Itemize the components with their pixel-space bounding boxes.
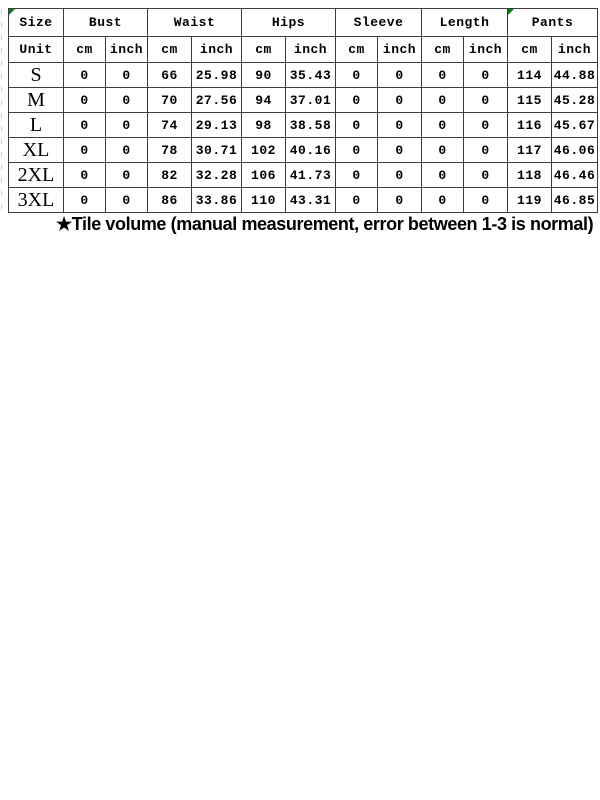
measurement-cell: 0: [422, 63, 464, 88]
measurement-cell: 27.56: [192, 88, 242, 113]
measurement-cell: 0: [422, 88, 464, 113]
measurement-cell: 70: [148, 88, 192, 113]
header-size: [9, 9, 64, 37]
measurement-cell: 30.71: [192, 138, 242, 163]
green-triangle-icon: [508, 9, 514, 15]
header-length: Length: [422, 9, 508, 37]
measurement-cell: 32.28: [192, 163, 242, 188]
measurement-cell: 0: [106, 113, 148, 138]
table-row: [9, 113, 598, 138]
measurement-cell: 0: [464, 63, 508, 88]
measurement-cell: 0: [378, 113, 422, 138]
size-label: L: [9, 113, 64, 138]
measurement-cell: 0: [64, 63, 106, 88]
cropped-column-remnant: [1, 9, 2, 212]
header-sleeve: Sleeve: [336, 9, 422, 37]
measurement-cell: 0: [378, 63, 422, 88]
unit-col: inch: [286, 37, 336, 63]
measurement-note: ★Tile volume (manual measurement, error between 1-3 is normal): [56, 214, 594, 234]
size-label: M: [9, 88, 64, 113]
header-group-row: [9, 9, 598, 37]
unit-col: inch: [106, 37, 148, 63]
measurement-cell: 0: [336, 88, 378, 113]
measurement-cell: 0: [336, 63, 378, 88]
measurement-cell: 25.98: [192, 63, 242, 88]
unit-col: inch: [378, 37, 422, 63]
measurement-cell: 116: [508, 113, 552, 138]
unit-col: cm: [148, 37, 192, 63]
header-pants-label: Pants: [531, 15, 574, 30]
header-pants: [508, 9, 598, 37]
measurement-cell: 78: [148, 138, 192, 163]
measurement-cell: 94: [242, 88, 286, 113]
measurement-cell: 0: [336, 113, 378, 138]
measurement-cell: 33.86: [192, 188, 242, 213]
measurement-cell: 44.88: [552, 63, 598, 88]
measurement-cell: 0: [64, 188, 106, 213]
measurement-cell: 0: [106, 163, 148, 188]
header-bust: Bust: [64, 9, 148, 37]
measurement-cell: 0: [378, 163, 422, 188]
measurement-cell: 102: [242, 138, 286, 163]
unit-col: inch: [464, 37, 508, 63]
measurement-cell: 0: [464, 113, 508, 138]
unit-header: Unit: [9, 37, 64, 63]
header-hips: Hips: [242, 9, 336, 37]
measurement-cell: 66: [148, 63, 192, 88]
measurement-cell: 0: [64, 88, 106, 113]
measurement-cell: 0: [422, 138, 464, 163]
measurement-cell: 110: [242, 188, 286, 213]
measurement-cell: 118: [508, 163, 552, 188]
size-chart-body: [9, 63, 598, 213]
unit-col: cm: [422, 37, 464, 63]
table-row: [9, 188, 598, 213]
table-row: [9, 88, 598, 113]
size-label: S: [9, 63, 64, 88]
table-row: [9, 63, 598, 88]
measurement-cell: 37.01: [286, 88, 336, 113]
unit-col: cm: [336, 37, 378, 63]
unit-col: cm: [508, 37, 552, 63]
measurement-cell: 46.46: [552, 163, 598, 188]
unit-col: inch: [552, 37, 598, 63]
measurement-cell: 0: [378, 188, 422, 213]
measurement-cell: 0: [64, 163, 106, 188]
measurement-cell: 0: [64, 113, 106, 138]
measurement-cell: 86: [148, 188, 192, 213]
size-chart-table: [8, 8, 598, 213]
measurement-cell: 115: [508, 88, 552, 113]
measurement-cell: 0: [464, 188, 508, 213]
measurement-cell: 0: [336, 138, 378, 163]
measurement-cell: 90: [242, 63, 286, 88]
measurement-cell: 117: [508, 138, 552, 163]
measurement-cell: 41.73: [286, 163, 336, 188]
measurement-cell: 40.16: [286, 138, 336, 163]
measurement-cell: 45.28: [552, 88, 598, 113]
unit-col: cm: [242, 37, 286, 63]
measurement-cell: 0: [106, 188, 148, 213]
table-row: [9, 138, 598, 163]
measurement-cell: 98: [242, 113, 286, 138]
size-label: 3XL: [9, 188, 64, 213]
measurement-cell: 46.06: [552, 138, 598, 163]
measurement-cell: 0: [378, 138, 422, 163]
measurement-cell: 45.67: [552, 113, 598, 138]
measurement-cell: 82: [148, 163, 192, 188]
measurement-cell: 0: [422, 113, 464, 138]
measurement-cell: 114: [508, 63, 552, 88]
measurement-cell: 0: [378, 88, 422, 113]
measurement-cell: 38.58: [286, 113, 336, 138]
green-triangle-icon: [9, 9, 15, 15]
measurement-cell: 0: [336, 188, 378, 213]
measurement-cell: 46.85: [552, 188, 598, 213]
measurement-cell: 0: [336, 163, 378, 188]
header-waist: Waist: [148, 9, 242, 37]
measurement-cell: 29.13: [192, 113, 242, 138]
measurement-cell: 0: [464, 163, 508, 188]
size-label: 2XL: [9, 163, 64, 188]
unit-col: cm: [64, 37, 106, 63]
unit-col: inch: [192, 37, 242, 63]
measurement-cell: 0: [464, 88, 508, 113]
unit-row: [9, 37, 598, 63]
measurement-cell: 35.43: [286, 63, 336, 88]
measurement-cell: 119: [508, 188, 552, 213]
measurement-cell: 0: [422, 163, 464, 188]
measurement-cell: 0: [464, 138, 508, 163]
table-row: [9, 163, 598, 188]
measurement-cell: 0: [106, 88, 148, 113]
measurement-cell: 106: [242, 163, 286, 188]
size-label: XL: [9, 138, 64, 163]
measurement-cell: 74: [148, 113, 192, 138]
measurement-cell: 0: [106, 138, 148, 163]
measurement-cell: 0: [422, 188, 464, 213]
header-size-label: Size: [19, 15, 53, 30]
measurement-cell: 0: [106, 63, 148, 88]
measurement-cell: 0: [64, 138, 106, 163]
measurement-cell: 43.31: [286, 188, 336, 213]
